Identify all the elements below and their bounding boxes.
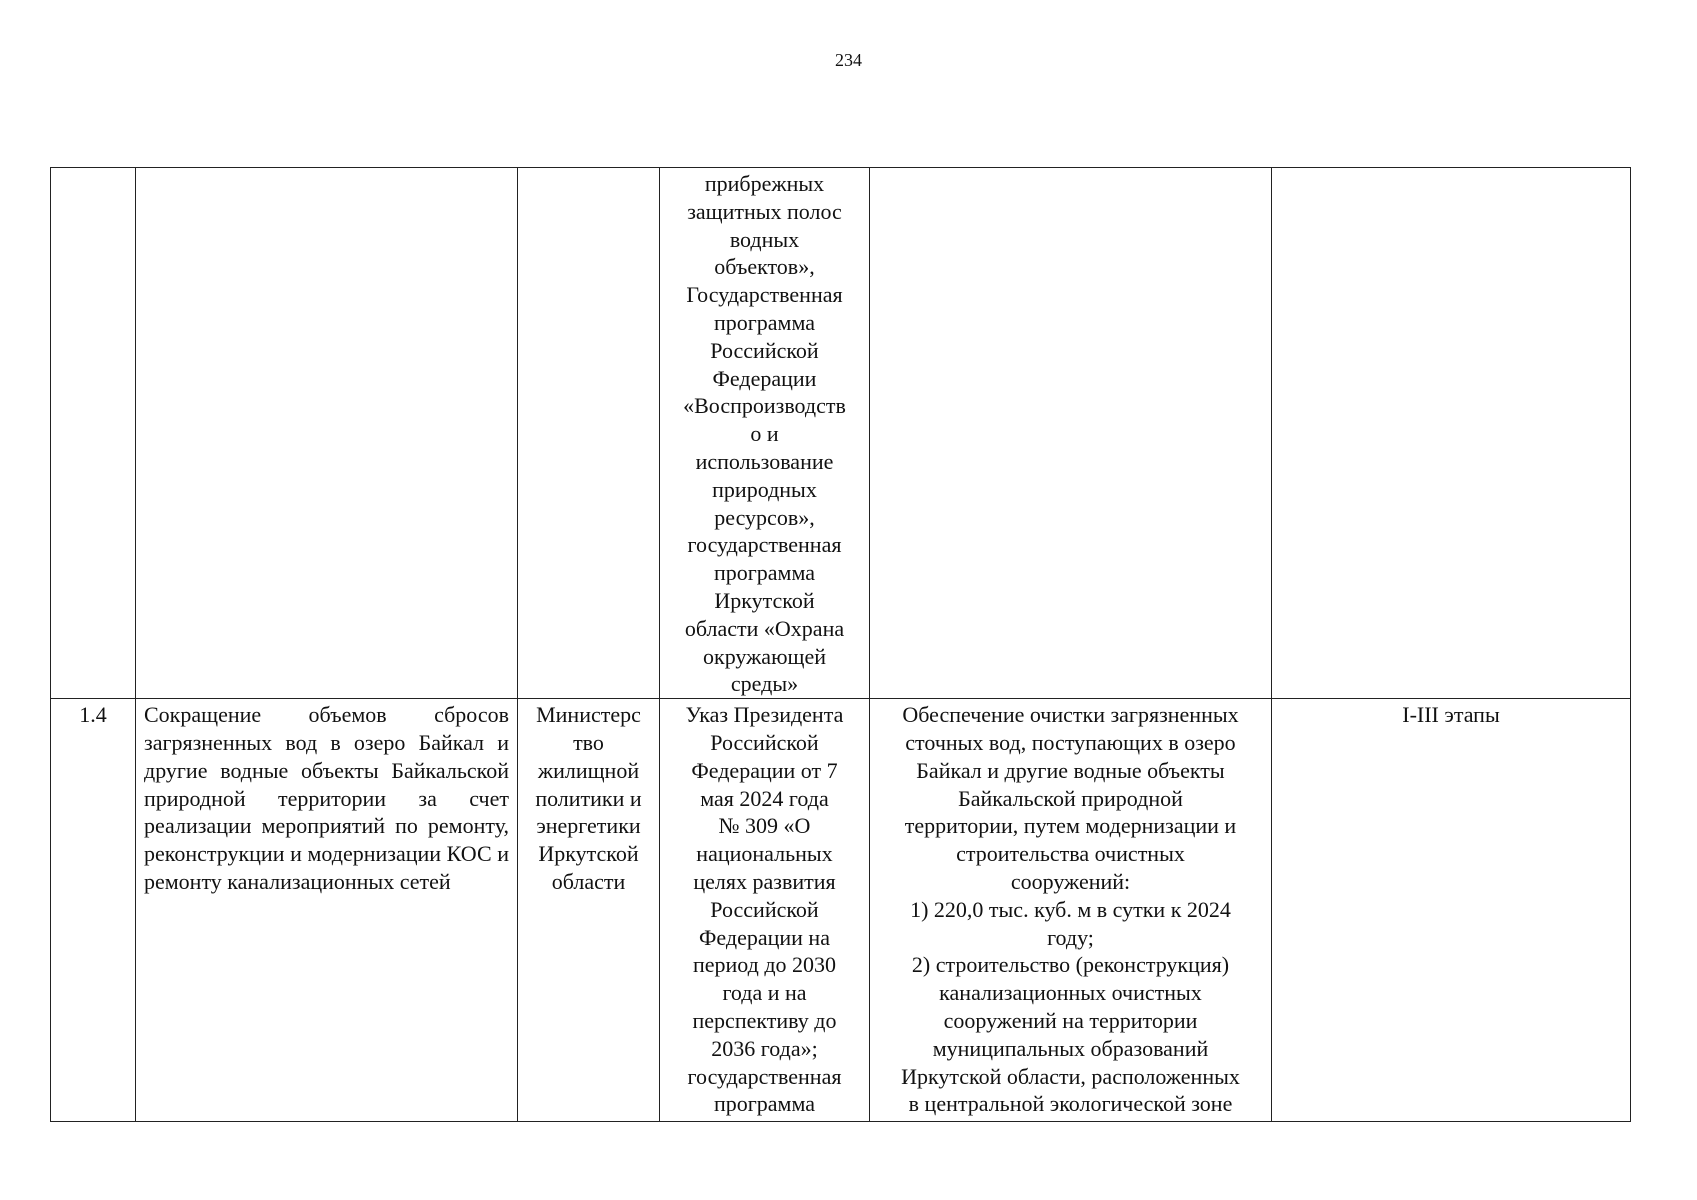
- cell-action: [136, 168, 518, 699]
- cell-result: Обеспечение очистки загрязненных сточных вод, поступающих в озеро Байкал и другие водные объекты Байкальской природной территории, путем модернизации и строительства очистных сооружений: 1) 220,0 тыс. куб. м в сутки к 2024 году; 2) строительство (реконструкция) канализационных очистных сооружений на территории муниципальных образований Иркутской области, расположенных в центральной экологической зоне: [870, 699, 1272, 1122]
- cell-basis: прибрежных защитных полос водных объектов», Государственная программа Российской Федерации «Воспроизводств о и использование природных ресурсов», государственная программа Иркутской области «Охрана окружающей среды»: [660, 168, 870, 699]
- table-row: [51, 168, 1631, 699]
- cell-stage: [1272, 168, 1631, 699]
- measures-table: [50, 167, 1631, 1122]
- cell-basis: Указ Президента Российской Федерации от 7 мая 2024 года № 309 «О национальных целях развития Российской Федерации на период до 2030 года и на перспективу до 2036 года»; государственная программа: [660, 699, 870, 1122]
- cell-executor: Министерс тво жилищной политики и энергетики Иркутской области: [518, 699, 660, 1122]
- table-row: [51, 699, 1631, 1122]
- cell-result: [870, 168, 1272, 699]
- cell-action: Сокращение объемов сбросов загрязненных вод в озеро Байкал и другие водные объекты Байкальской природной территории за счет реализации мероприятий по ремонту, реконструкции и модернизации КОС и ремонту канализационных сетей: [136, 699, 518, 1122]
- page-number: 234: [835, 50, 862, 70]
- cell-stage: I-III этапы: [1272, 699, 1631, 1122]
- cell-number: 1.4: [51, 699, 136, 1122]
- cell-number: [51, 168, 136, 699]
- cell-executor: [518, 168, 660, 699]
